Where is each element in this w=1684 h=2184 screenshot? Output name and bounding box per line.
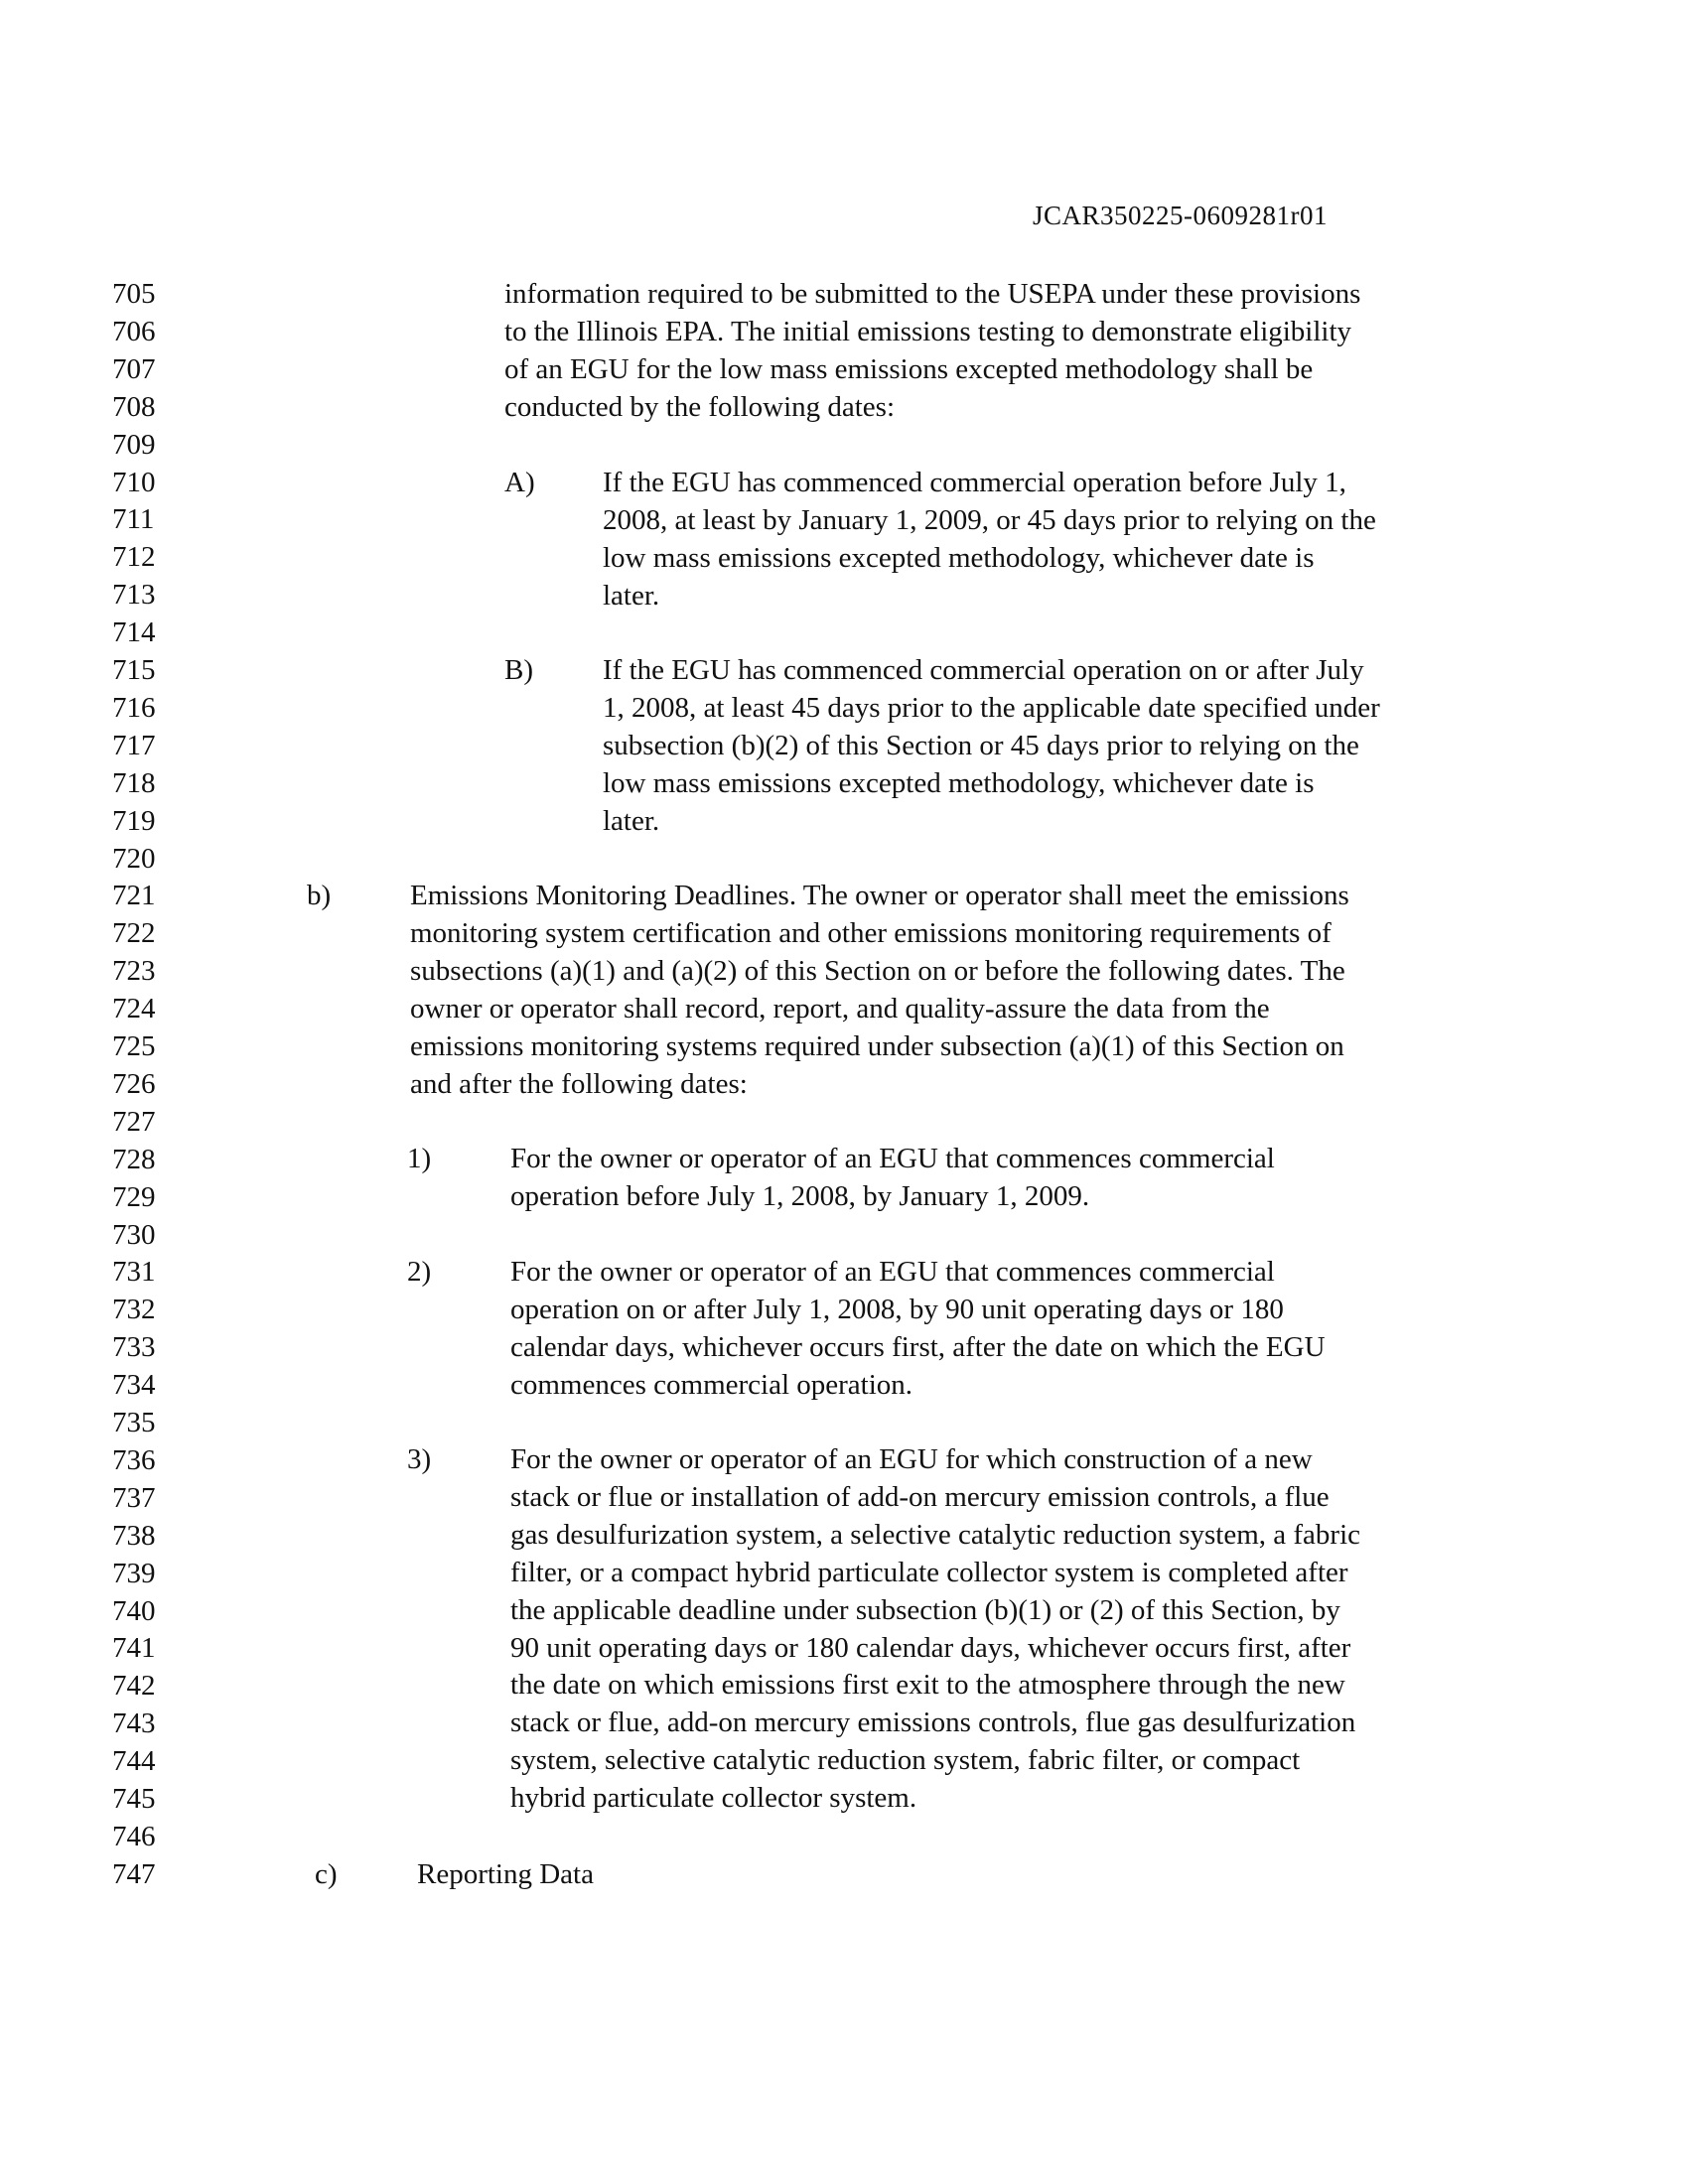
line-number: 734 [112,1369,156,1402]
text-line: For the owner or operator of an EGU for which construction of a new [510,1443,1313,1475]
line-number: 744 [112,1745,156,1778]
text-line: information required to be submitted to the USEPA under these provisions [504,278,1361,310]
document-id: JCAR350225-0609281r01 [1033,201,1329,230]
label-3: 3) [407,1443,432,1475]
line-number: 746 [112,1820,156,1852]
text-line: owner or operator shall record, report, and quality-assure the data from the [410,992,1270,1024]
text-line: For the owner or operator of an EGU that commences commercial [510,1143,1275,1174]
text-line: If the EGU has commenced commercial operation on or after July [603,654,1364,686]
text-line: Emissions Monitoring Deadlines. The owner or operator shall meet the emissions [410,880,1349,911]
line-number: 725 [112,1030,156,1062]
text-line: 2008, at least by January 1, 2009, or 45 days prior to relying on the [603,503,1376,536]
line-number: 716 [112,691,156,724]
line-number: 738 [112,1519,156,1552]
line-number: 711 [112,503,155,536]
line-number: 741 [112,1632,156,1665]
label-A: A) [504,467,535,498]
line-number: 719 [112,804,156,837]
line-number: 731 [112,1256,156,1289]
line-number: 705 [112,278,156,310]
text-line: subsections (a)(1) and (a)(2) of this Section on or before the following dates. The [410,954,1345,987]
line-number: 728 [112,1143,156,1175]
label-c: c) [315,1858,338,1890]
line-number: 723 [112,955,156,988]
label-1: 1) [407,1143,432,1174]
line-number: 706 [112,315,156,347]
line-number: 720 [112,842,156,875]
line-number: 727 [112,1105,156,1138]
line-number: 737 [112,1481,156,1514]
text-line: low mass emissions excepted methodology, whichever date is [603,766,1315,799]
line-number: 713 [112,579,156,612]
line-number: 722 [112,917,156,950]
label-B: B) [504,654,533,686]
line-number: 726 [112,1067,156,1100]
line-number: 708 [112,390,156,423]
line-number: 733 [112,1331,156,1364]
line-number: 747 [112,1857,156,1890]
text-line: For the owner or operator of an EGU that commences commercial [510,1256,1275,1288]
text-line: later. [603,804,660,837]
text-line: calendar days, whichever occurs first, after the date on which the EGU [510,1330,1326,1363]
line-number: 714 [112,616,156,649]
line-number: 712 [112,541,156,574]
text-line: stack or flue, add-on mercury emissions controls, flue gas desulfurization [510,1706,1356,1739]
text-line: the date on which emissions first exit to the atmosphere through the new [510,1669,1345,1702]
line-number: 724 [112,993,156,1025]
text-line: gas desulfurization system, a selective catalytic reduction system, a fabric [510,1518,1360,1551]
line-number: 743 [112,1707,156,1740]
text-line: operation before July 1, 2008, by January 1, 2009. [510,1179,1090,1212]
text-line: hybrid particulate collector system. [510,1782,917,1815]
text-line: of an EGU for the low mass emissions excepted methodology shall be [504,352,1314,385]
line-number: 732 [112,1294,156,1326]
line-number: 729 [112,1180,156,1213]
line-number: 707 [112,352,156,385]
label-2: 2) [407,1256,432,1288]
text-line: conducted by the following dates: [504,390,896,423]
line-number: 730 [112,1218,156,1251]
line-number: 739 [112,1557,156,1589]
text-line: system, selective catalytic reduction system, fabric filter, or compact [510,1744,1301,1777]
text-line: to the Illinois EPA. The initial emissions testing to demonstrate eligibility [504,315,1352,347]
text-line: 1, 2008, at least 45 days prior to the applicable date specified under [603,691,1380,724]
text-line: stack or flue or installation of add-on mercury emission controls, a flue [510,1480,1330,1513]
text-line: later. [603,579,660,612]
text-line: commences commercial operation. [510,1368,913,1401]
text-line: subsection (b)(2) of this Section or 45 days prior to relying on the [603,729,1359,761]
text-line: and after the following dates: [410,1067,748,1100]
text-line: filter, or a compact hybrid particulate collector system is completed after [510,1556,1348,1588]
text-line: low mass emissions excepted methodology, whichever date is [603,541,1315,574]
text-line: the applicable deadline under subsection (b)(1) or (2) of this Section, by [510,1593,1340,1626]
text-line: 90 unit operating days or 180 calendar days, whichever occurs first, after [510,1631,1351,1664]
text-line: operation on or after July 1, 2008, by 90 unit operating days or 180 [510,1293,1284,1325]
line-number: 736 [112,1443,156,1476]
line-number: 717 [112,729,156,761]
line-number: 721 [112,880,156,912]
line-number: 710 [112,466,156,498]
text-line: emissions monitoring systems required under subsection (a)(1) of this Section on [410,1029,1344,1062]
line-number: 709 [112,428,156,461]
line-number: 740 [112,1594,156,1627]
text-line: If the EGU has commenced commercial operation before July 1, [603,467,1346,498]
line-number: 715 [112,654,156,686]
text-line: Reporting Data [417,1858,594,1890]
label-b: b) [307,880,332,911]
line-number: 745 [112,1783,156,1815]
line-number: 735 [112,1407,156,1438]
line-number: 718 [112,766,156,799]
line-number: 742 [112,1670,156,1703]
text-line: monitoring system certification and other emissions monitoring requirements of [410,916,1332,949]
